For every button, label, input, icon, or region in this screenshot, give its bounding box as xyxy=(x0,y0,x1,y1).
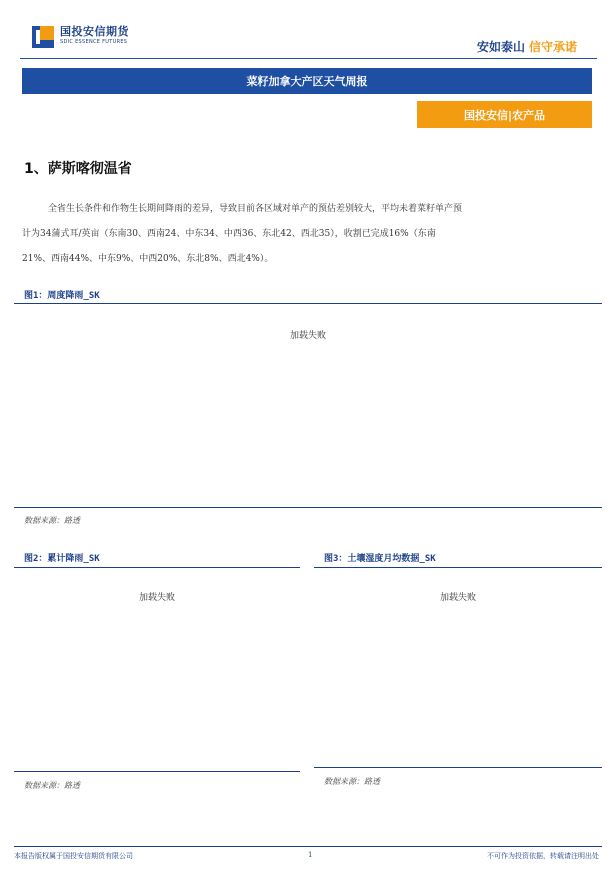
figure-1-top-rule xyxy=(14,303,602,304)
figure-2-placeholder: 加载失败 xyxy=(138,593,175,603)
company-logo xyxy=(32,26,129,48)
logo-name-en: SDIC ESSENCE FUTURES xyxy=(60,39,128,45)
figure-3-top-rule xyxy=(314,567,602,568)
figure-1-source: 数据来源：路透 xyxy=(24,516,80,525)
figure-1-placeholder: 加载失败 xyxy=(289,331,326,341)
report-title-bar: 菜籽加拿大产区天气周报 xyxy=(22,68,592,94)
slogan-part-1: 安如泰山 xyxy=(476,40,525,54)
figure-3-source: 数据来源：路透 xyxy=(324,777,380,786)
footer-divider xyxy=(14,846,602,847)
logo-icon xyxy=(32,26,54,48)
paragraph-line: 全省生长条件和作物生长期间降雨的差异，导致目前各区域对单产的预估差别较大，平均未着菜籽单产预 xyxy=(48,204,463,214)
paragraph-line: 计为34蒲式耳/英亩（东南30、西南24、中东34、中西36、东北42、西北35），收割已完成16%（东南 xyxy=(22,229,436,239)
section-title: 1、萨斯喀彻温省 xyxy=(24,161,132,177)
page-number: 1 xyxy=(308,851,313,859)
slogan-part-2: 信守承诺 xyxy=(528,40,577,54)
logo-name-cn: 国投安信期货 xyxy=(60,25,129,38)
slogan xyxy=(477,38,577,55)
section-paragraph xyxy=(22,197,608,272)
footer-copyright: 本报告版权属于国投安信期货有限公司 xyxy=(14,852,133,860)
footer-disclaimer: 不可作为投资依据，转载请注明出处 xyxy=(487,852,599,860)
figure-2-top-rule xyxy=(14,567,300,568)
figure-3-placeholder: 加载失败 xyxy=(439,593,476,603)
figure-2-title: 图2：累计降雨_SK xyxy=(24,554,100,564)
paragraph-line: 21%、西南44%、中东9%、中西20%、东北8%、西北4%）。 xyxy=(22,254,274,264)
figure-1-title: 图1：周度降雨_SK xyxy=(24,291,100,301)
category-tag: 国投安信|农产品 xyxy=(417,101,592,128)
figure-3-title: 图3：土壤湿度月均数据_SK xyxy=(324,554,436,564)
figure-2-source: 数据来源：路透 xyxy=(24,781,80,790)
figure-2-bottom-rule xyxy=(14,771,300,772)
header-divider xyxy=(20,58,597,59)
figure-3-bottom-rule xyxy=(314,767,602,768)
figure-1-bottom-rule xyxy=(14,507,602,508)
page-header xyxy=(0,0,615,60)
